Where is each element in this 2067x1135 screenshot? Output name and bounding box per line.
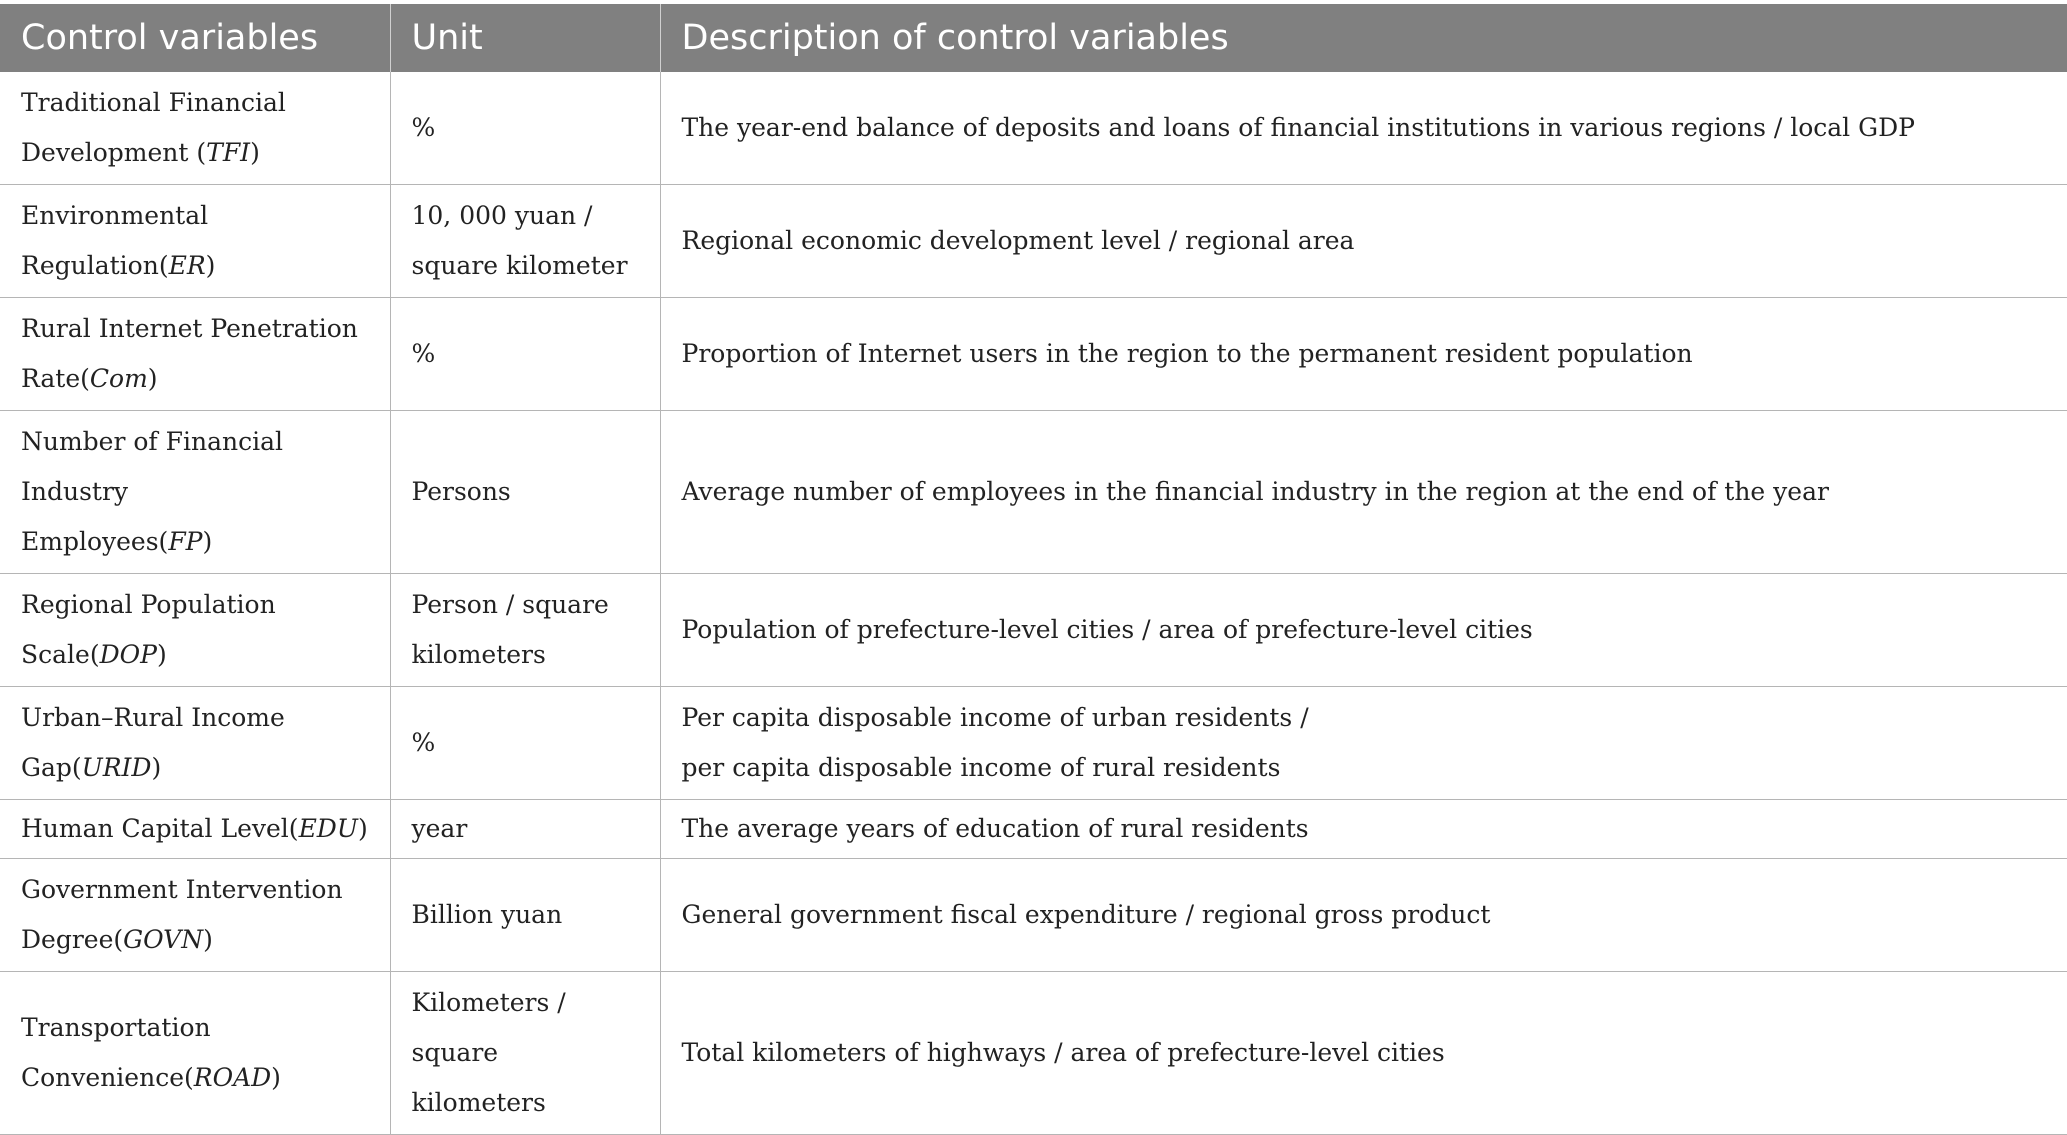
unit-text: Person / square xyxy=(411,590,609,619)
cell-description xyxy=(660,185,2067,298)
variable-name-text: Degree( xyxy=(21,925,124,954)
variable-name-text: Gap( xyxy=(21,753,82,782)
header-row xyxy=(0,4,2067,72)
table-row xyxy=(0,687,2067,800)
variable-abbreviation: ER xyxy=(168,251,206,280)
table-header xyxy=(0,4,2067,72)
unit-text: 10, 000 yuan / xyxy=(411,201,593,230)
cell-variable xyxy=(0,574,390,687)
variable-name-line xyxy=(21,128,382,178)
cell-description xyxy=(660,859,2067,972)
variable-abbreviation: FP xyxy=(168,527,203,556)
header-control-variables: Control variables xyxy=(0,4,390,72)
variable-name-text: Scale( xyxy=(21,640,100,669)
variable-name-text: Rate( xyxy=(21,364,90,393)
cell-description xyxy=(660,72,2067,185)
unit-text: kilometers xyxy=(411,1088,546,1117)
unit-text: square kilometer xyxy=(411,251,628,280)
variable-name-text: Rural Internet Penetration xyxy=(21,314,358,343)
cell-unit xyxy=(390,72,660,185)
variable-abbreviation: URID xyxy=(81,753,152,782)
cell-variable xyxy=(0,859,390,972)
cell-unit xyxy=(390,972,660,1135)
description-text: The average years of education of rural residents xyxy=(681,814,1309,843)
cell-description xyxy=(660,800,2067,859)
description-text: Proportion of Internet users in the region to the permanent resident population xyxy=(681,339,1693,368)
variable-suffix: ) xyxy=(250,138,260,167)
unit-text: Kilometers / square xyxy=(411,988,566,1067)
table-row xyxy=(0,185,2067,298)
description-text: Total kilometers of highways / area of prefecture-level cities xyxy=(681,1038,1445,1067)
table-row xyxy=(0,411,2067,574)
unit-text: % xyxy=(411,728,436,757)
variable-suffix: ) xyxy=(205,251,216,280)
variable-name-line xyxy=(21,915,382,965)
cell-description xyxy=(660,411,2067,574)
variable-abbreviation: TFI xyxy=(206,138,251,167)
variable-name-line xyxy=(21,630,382,680)
variable-name-line xyxy=(21,517,382,567)
variable-suffix: ) xyxy=(151,753,162,782)
cell-variable xyxy=(0,800,390,859)
table-row xyxy=(0,800,2067,859)
description-text: Regional economic development level / regional area xyxy=(681,226,1355,255)
cell-unit xyxy=(390,687,660,800)
description-text: per capita disposable income of rural residents xyxy=(681,753,1281,782)
variable-name-line xyxy=(21,804,382,854)
cell-unit xyxy=(390,411,660,574)
variable-name-text: Number of Financial Industry xyxy=(21,427,283,506)
table-row xyxy=(0,298,2067,411)
header-description: Description of control variables xyxy=(660,4,2067,72)
control-variables-table xyxy=(0,4,2067,1135)
variable-abbreviation: DOP xyxy=(99,640,157,669)
cell-description xyxy=(660,574,2067,687)
cell-variable xyxy=(0,411,390,574)
variable-name-line xyxy=(21,354,382,404)
table-row xyxy=(0,574,2067,687)
variable-name-line xyxy=(21,1053,382,1103)
cell-variable xyxy=(0,185,390,298)
description-text: Average number of employees in the financial industry in the region at the end of the year xyxy=(681,477,1829,506)
table-row xyxy=(0,859,2067,972)
description-text: Per capita disposable income of urban residents / xyxy=(681,703,1309,732)
unit-text: kilometers xyxy=(411,640,546,669)
cell-variable xyxy=(0,972,390,1135)
unit-text: % xyxy=(411,339,436,368)
variable-suffix: ) xyxy=(203,925,213,954)
variable-suffix: ) xyxy=(147,364,158,393)
table-row xyxy=(0,72,2067,185)
variable-name-line xyxy=(21,743,382,793)
cell-variable xyxy=(0,687,390,800)
header-unit: Unit xyxy=(390,4,660,72)
variable-name-text: Regional Population xyxy=(21,590,276,619)
cell-description xyxy=(660,687,2067,800)
variable-suffix: ) xyxy=(357,814,368,843)
cell-variable xyxy=(0,72,390,185)
variable-name-text: Traditional Financial xyxy=(21,88,286,117)
variable-name-line xyxy=(21,241,382,291)
unit-text: year xyxy=(411,814,468,843)
table-row xyxy=(0,972,2067,1135)
variable-abbreviation: EDU xyxy=(298,814,358,843)
description-text: General government fiscal expenditure / regional gross product xyxy=(681,900,1491,929)
variable-name-text: Transportation xyxy=(21,1013,211,1042)
variable-name-text: Environmental xyxy=(21,201,209,230)
variable-suffix: ) xyxy=(156,640,167,669)
variable-abbreviation: GOVN xyxy=(123,925,204,954)
variable-name-text: Employees( xyxy=(21,527,169,556)
cell-description xyxy=(660,972,2067,1135)
variable-name-text: Development ( xyxy=(21,138,207,167)
cell-unit xyxy=(390,800,660,859)
description-text: The year-end balance of deposits and loans of financial institutions in various regions / local GDP xyxy=(681,113,1915,142)
cell-unit xyxy=(390,298,660,411)
variable-abbreviation: ROAD xyxy=(193,1063,272,1092)
variable-name-text: Human Capital Level( xyxy=(21,814,299,843)
variable-suffix: ) xyxy=(271,1063,281,1092)
cell-variable xyxy=(0,298,390,411)
variable-name-text: Regulation( xyxy=(21,251,169,280)
variable-suffix: ) xyxy=(202,527,213,556)
cell-unit xyxy=(390,859,660,972)
cell-unit xyxy=(390,185,660,298)
unit-text: Persons xyxy=(411,477,511,506)
unit-text: Billion yuan xyxy=(411,900,563,929)
unit-text: % xyxy=(411,113,436,142)
table-body xyxy=(0,72,2067,1135)
variable-name-text: Convenience( xyxy=(21,1063,194,1092)
variable-name-text: Urban–Rural Income xyxy=(21,703,285,732)
cell-description xyxy=(660,298,2067,411)
cell-unit xyxy=(390,574,660,687)
variable-abbreviation: Com xyxy=(89,364,148,393)
variable-name-text: Government Intervention xyxy=(21,875,343,904)
description-text: Population of prefecture-level cities / area of prefecture-level cities xyxy=(681,615,1533,644)
